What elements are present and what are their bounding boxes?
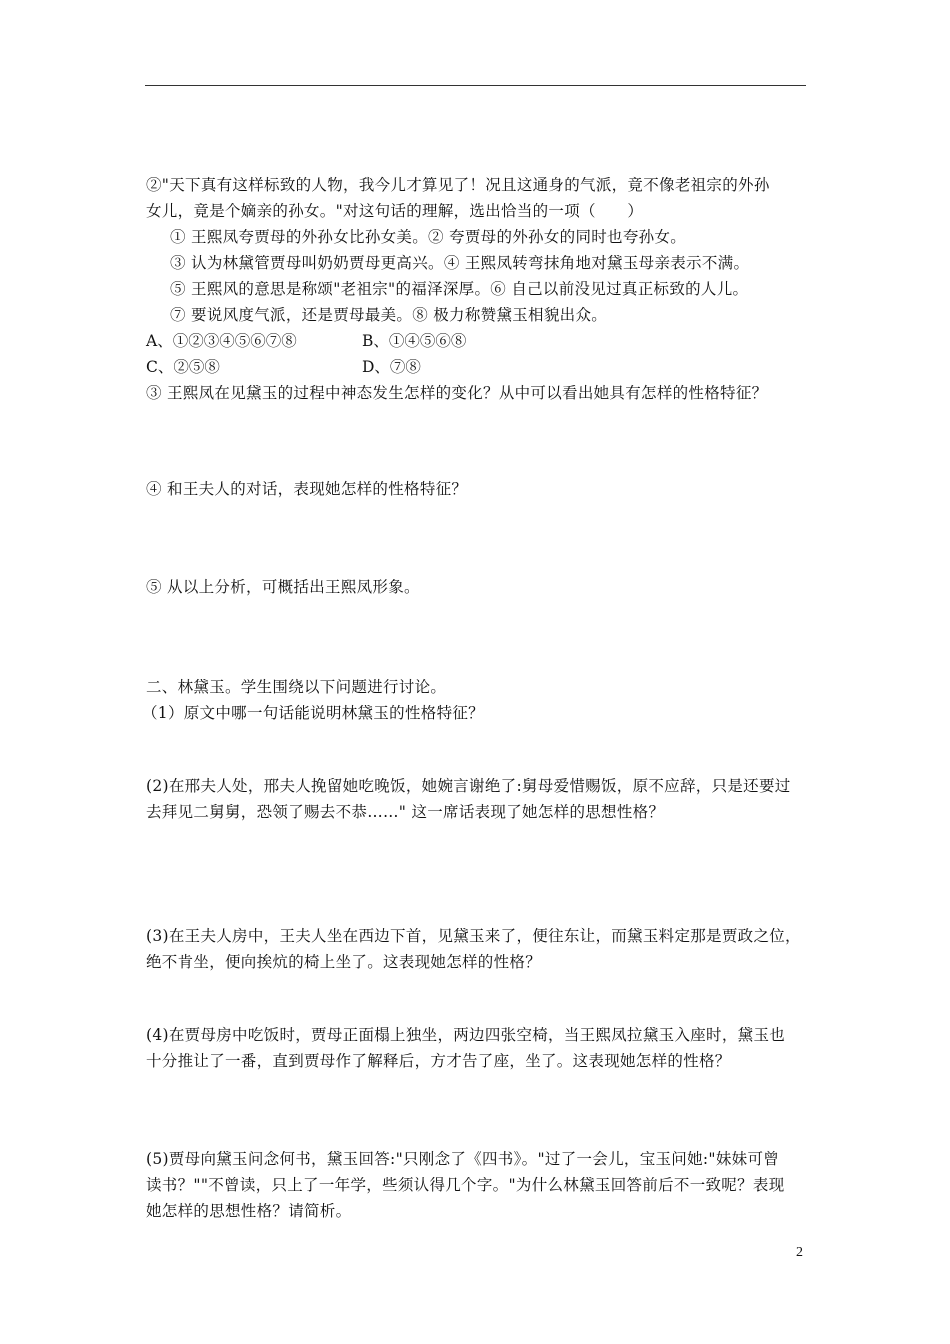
statement-item: ⑦ 要说风度气派，还是贾母最美。⑧ 极力称赞黛玉相貌出众。 [170, 306, 608, 324]
discussion-question-4-line-1: (4)在贾母房中吃饭时，贾母正面榻上独坐，两边四张空椅，当王熙凤拉黛玉入座时，黛玉也 [146, 1026, 786, 1044]
discussion-question-3-line-2: 绝不肯坐，便向挨炕的椅上坐了。这表现她怎样的性格？ [146, 953, 542, 971]
question-2-line-2: 女儿，竟是个嫡亲的孙女。"对这句话的理解，选出恰当的一项（ ） [146, 202, 644, 220]
question-5: ⑤ 从以上分析，可概括出王熙凤形象。 [146, 578, 420, 596]
option-d: D、⑦⑧ [362, 358, 421, 376]
discussion-question-2-line-1: (2)在邢夫人处，邢夫人挽留她吃晚饭，她婉言谢绝了:舅母爱惜赐饭，原不应辞，只是还要过 [146, 777, 791, 795]
discussion-question-4-line-2: 十分推让了一番，直到贾母作了解释后，方才告了座，坐了。这表现她怎样的性格？ [146, 1052, 731, 1070]
discussion-question-5-line-2: 读书？""不曾读，只上了一年学，些须认得几个字。"为什么林黛玉回答前后不一致呢？表现 [146, 1176, 785, 1194]
question-2-line-1: ②"天下真有这样标致的人物，我今儿才算见了！况且这通身的气派，竟不像老祖宗的外孙 [146, 176, 770, 194]
question-3: ③ 王熙凤在见黛玉的过程中神态发生怎样的变化？从中可以看出她具有怎样的性格特征？ [146, 384, 768, 402]
statement-item: ⑤ 王熙风的意思是称颂"老祖宗"的福泽深厚。⑥ 自己以前没见过真正标致的人儿。 [170, 280, 749, 298]
question-4: ④ 和王夫人的对话，表现她怎样的性格特征？ [146, 480, 468, 498]
discussion-question-2-line-2: 去拜见二舅舅，恐领了赐去不恭……" 这一席话表现了她怎样的思想性格？ [146, 803, 665, 821]
page-number: 2 [796, 1245, 803, 1260]
statement-item: ① 王熙凤夸贾母的外孙女比孙女美。② 夸贾母的外孙女的同时也夸孙女。 [170, 228, 687, 246]
discussion-question-5-line-3: 她怎样的思想性格？请简析。 [146, 1202, 352, 1220]
statement-item: ③ 认为林黛管贾母叫奶奶贾母更高兴。④ 王熙凤转弯抹角地对黛玉母亲表示不满。 [170, 254, 750, 272]
discussion-question-5-line-1: (5)贾母向黛玉问念何书，黛玉回答:"只刚念了《四书》。"过了一会儿，宝玉问她:"妹妹可曾 [146, 1150, 780, 1168]
section-2-heading: 二、林黛玉。学生围绕以下问题进行讨论。 [146, 678, 447, 696]
option-c: C、②⑤⑧ [146, 358, 220, 376]
header-rule [145, 85, 806, 86]
discussion-question-1: （1）原文中哪一句话能说明林黛玉的性格特征？ [142, 704, 484, 722]
discussion-question-3-line-1: (3)在王夫人房中，王夫人坐在西边下首，见黛玉来了，便往东让，而黛玉料定那是贾政之位， [146, 927, 801, 945]
option-b: B、①④⑤⑥⑧ [362, 332, 467, 350]
option-a: A、①②③④⑤⑥⑦⑧ [146, 332, 297, 350]
